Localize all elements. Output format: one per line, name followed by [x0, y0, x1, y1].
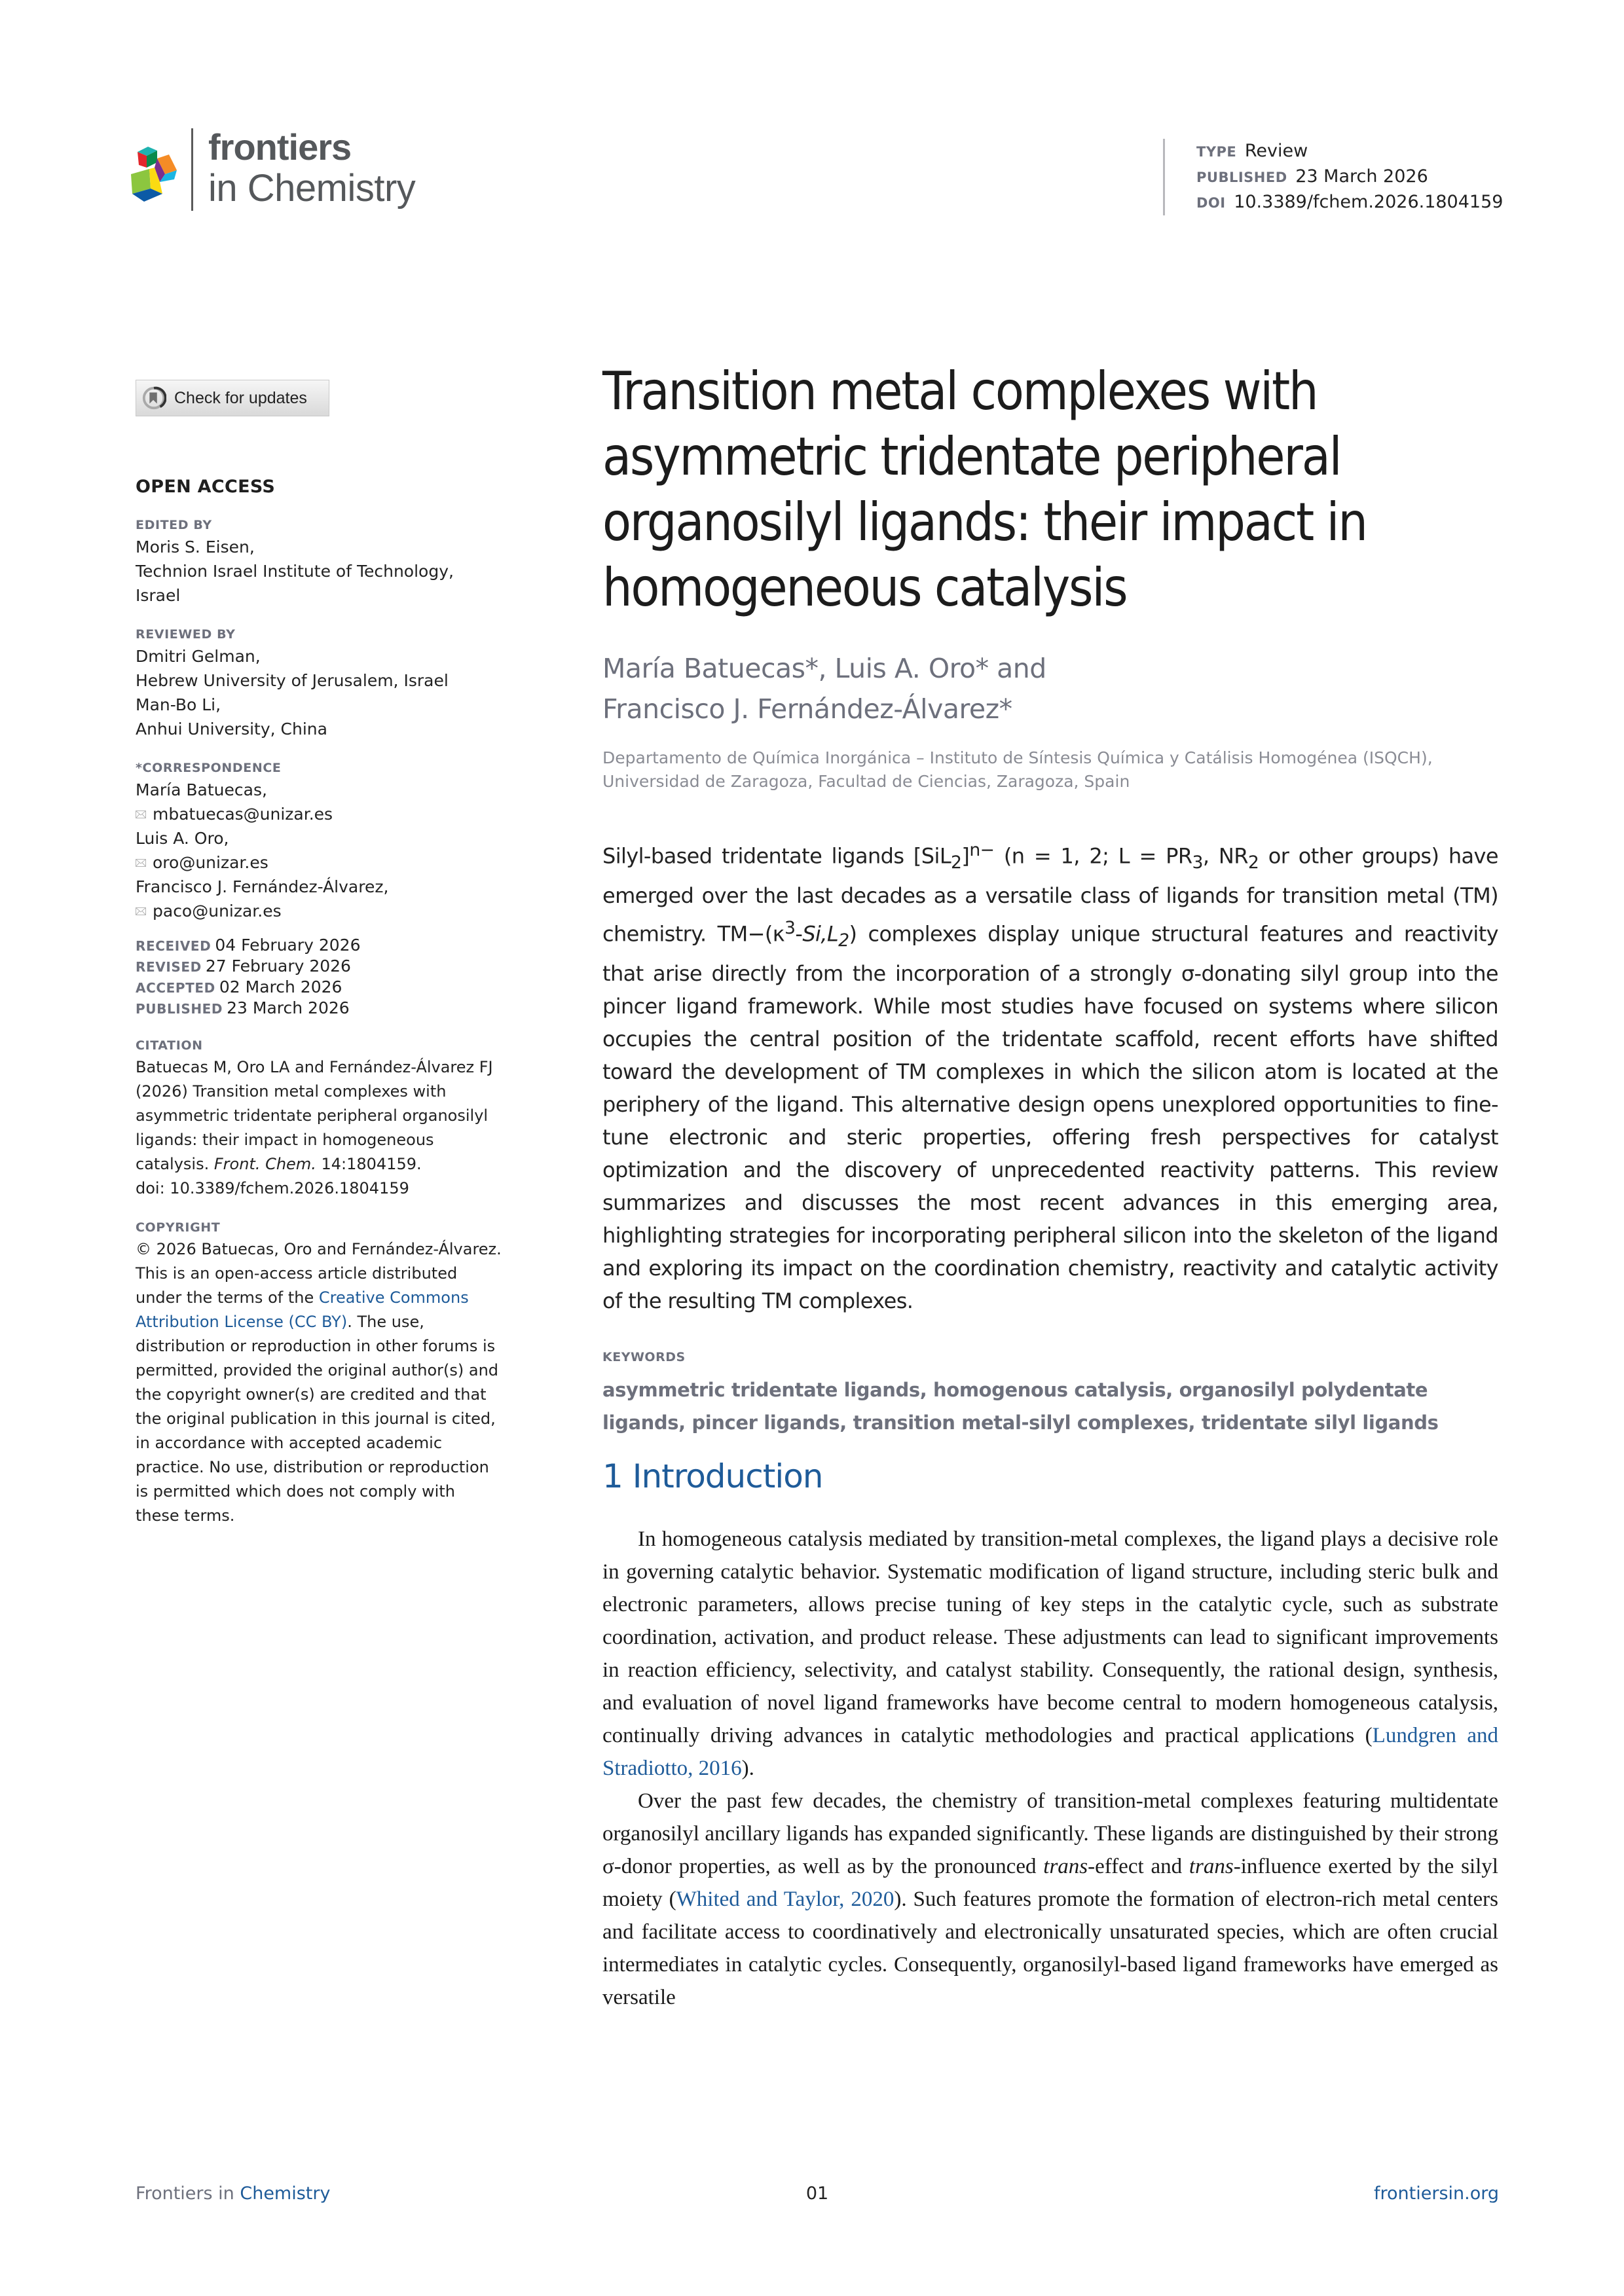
crossmark-icon: [141, 386, 166, 410]
sidebar: [136, 380, 502, 1528]
meta-type: TYPE Review: [1196, 141, 1308, 161]
email-link[interactable]: oro@unizar.es: [136, 850, 502, 875]
reference-link[interactable]: Whited and Taylor, 2020: [676, 1887, 895, 1911]
author-list: María Batuecas*, Luis A. Oro* and Francisco J. Fernández-Álvarez*: [602, 653, 1046, 725]
frontiersin-link[interactable]: frontiersin.org: [1374, 2183, 1499, 2204]
article-main: [602, 359, 1498, 2014]
envelope-icon: [136, 859, 146, 867]
abstract: Silyl-based tridentate ligands $[SiL_2]^{n-}$ (n = 1, 2; $L = PR_3$, $NR_2$ or other groups) have emerged over the last decades as a versatile class of ligands for transition metal (TM) chemistry. $TM-(\kappa^3-Si,L_2)$ complexes display unique structural features and reactivity that arise directly from the incorporation of a strongly σ-donating silyl group into the pincer ligand framework. While most studies have focused on systems where silicon occupies the central position of the tridentate scaffold, recent efforts have shifted toward the development of TM complexes in which the silicon atom is located at the periphery of the ligand. This alternative design opens unexplored opportunities to fine-tune electronic and steric properties, offering fresh perspectives for catalyst optimization and the discovery of unprecedented reactivity patterns. This review summarizes and discusses the most recent advances in this emerging area, highlighting strategies for incorporating peripheral silicon into the skeleton of the ligand and exploring its impact on the coordination chemistry, reactivity and catalytic activity of the resulting TM complexes.: [602, 840, 1498, 1314]
frontiers-logo-icon: [131, 141, 183, 207]
dates-section: [136, 935, 502, 1019]
reviewed-by-section: REVIEWED BY Dmitri Gelman, Hebrew University of Jerusalem, Israel Man-Bo Li, Anhui University, China: [136, 627, 449, 738]
cc-by-license-link[interactable]: Creative Commons Attribution License (CC BY): [136, 1288, 469, 1331]
section-heading-introduction: 1 Introduction: [602, 1457, 823, 1496]
article-meta: [1163, 139, 1503, 215]
edited-by-section: EDITED BY Moris S. Eisen, Technion Israel Institute of Technology, Israel: [136, 518, 454, 605]
keywords-label: KEYWORDS: [602, 1350, 686, 1365]
footer-journal: Frontiers in Chemistry: [136, 2183, 331, 2204]
copyright-section: COPYRIGHT © 2026 Batuecas, Oro and Fernández-Álvarez. This is an open-access article distributed under the terms of the Creative Commons Attribution License (CC BY). The use, distribution or reproduction in other forums is permitted, provided the original author(s) and the copyright owner(s) are credited and that the original publication in this journal is cited, in accordance with accepted academic practice. No use, distribution or reproduction is permitted which does not comply with these terms.: [136, 1218, 502, 1528]
citation-text: Batuecas M, Oro LA and Fernández-Álvarez FJ (2026) Transition metal complexes with asymmetric tridentate peripheral organosilyl ligands: their impact in homogeneous catalysis. Front. Chem. 14:1804159. doi: 10.3389/fchem.2026.1804159: [136, 1058, 493, 1197]
date-received: RECEIVED 04 February 2026: [136, 936, 361, 955]
journal-subtitle: in Chemistry: [208, 167, 416, 210]
citation-doi[interactable]: doi: 10.3389/fchem.2026.1804159: [136, 1179, 409, 1197]
open-access-label: OPEN ACCESS: [136, 477, 276, 497]
meta-published: PUBLISHED 23 March 2026: [1196, 166, 1428, 187]
body-paragraph: In homogeneous catalysis mediated by transition-metal complexes, the ligand plays a decisive role in governing catalytic behavior. Systematic modification of ligand structure, including steric bulk and electronic parameters, allows precise tuning of key steps in the catalytic cycle, such as substrate coordination, activation, and product release. These adjustments can lead to significant improvements in reaction efficiency, selectivity, and catalyst stability. Consequently, the rational design, synthesis, and evaluation of novel ligand frameworks have become central to modern homogeneous catalysis, continually driving advances in catalytic methodologies and practical applications (Lundgren and Stradiotto, 2016).: [602, 1527, 1498, 1780]
page-footer: [136, 2183, 1499, 2210]
copyright-text: © 2026 Batuecas, Oro and Fernández-Álvarez. This is an open-access article distributed under the terms of the Creative Commons Attribution License (CC BY). The use, distribution or reproduction in other forums is permitted, provided the original author(s) and the copyright owner(s) are credited and that the original publication in this journal is cited, in accordance with accepted academic practice. No use, distribution or reproduction is permitted which does not comply with these terms.: [136, 1240, 502, 1525]
email-link[interactable]: paco@unizar.es: [136, 899, 502, 923]
page-number: 01: [805, 2183, 829, 2204]
journal-logo[interactable]: [131, 128, 432, 220]
keywords: asymmetric tridentate ligands, homogenous catalysis, organosilyl polydentate ligands, pincer ligands, transition metal-silyl complexes, tridentate silyl ligands: [602, 1379, 1439, 1434]
logo-divider: [191, 128, 193, 211]
journal-name: frontiers: [208, 126, 352, 168]
footer-journal-link[interactable]: Chemistry: [240, 2183, 331, 2204]
correspondence-section: *CORRESPONDENCE María Batuecas, mbatuecas@unizar.es Luis A. Oro, oro@unizar.es Francisco J. Fernández-Álvarez, paco@unizar.es: [136, 758, 502, 923]
date-revised: REVISED 27 February 2026: [136, 957, 351, 975]
affiliation: Departamento de Química Inorgánica – Instituto de Síntesis Química y Catálisis Homogénea (ISQCH), Universidad de Zaragoza, Facultad de Ciencias, Zaragoza, Spain: [602, 748, 1433, 791]
citation-section: CITATION Batuecas M, Oro LA and Fernández-Álvarez FJ (2026) Transition metal complexes with asymmetric tridentate peripheral organosilyl ligands: their impact in homogeneous catalysis. Front. Chem. 14:1804159. doi: 10.3389/fchem.2026.1804159: [136, 1036, 502, 1201]
email-link[interactable]: mbatuecas@unizar.es: [136, 802, 502, 826]
reference-link[interactable]: Lundgren and Stradiotto, 2016: [602, 1723, 1498, 1780]
date-published: PUBLISHED 23 March 2026: [136, 998, 350, 1017]
envelope-icon: [136, 811, 146, 818]
body-paragraph: Over the past few decades, the chemistry of transition-metal complexes featuring multidentate organosilyl ancillary ligands has expanded significantly. These ligands are distinguished by their strong σ-donor properties, as well as by the pronounced trans-effect and trans-influence exerted by the silyl moiety (Whited and Taylor, 2020). Such features promote the formation of electron-rich metal centers and facilitate access to coordinatively and electronically unsaturated species, which are often crucial intermediates in catalytic cycles. Consequently, organosilyl-based ligand frameworks have emerged as versatile: [602, 1789, 1498, 2009]
article-title: Transition metal complexes with asymmetric tridentate peripheral organosilyl ligands: their impact in homogeneous catalysis: [602, 361, 1367, 618]
meta-doi[interactable]: DOI 10.3389/fchem.2026.1804159: [1196, 192, 1504, 212]
envelope-icon: [136, 907, 146, 915]
check-for-updates-button[interactable]: Check for updates: [136, 380, 329, 416]
date-accepted: ACCEPTED 02 March 2026: [136, 977, 342, 996]
